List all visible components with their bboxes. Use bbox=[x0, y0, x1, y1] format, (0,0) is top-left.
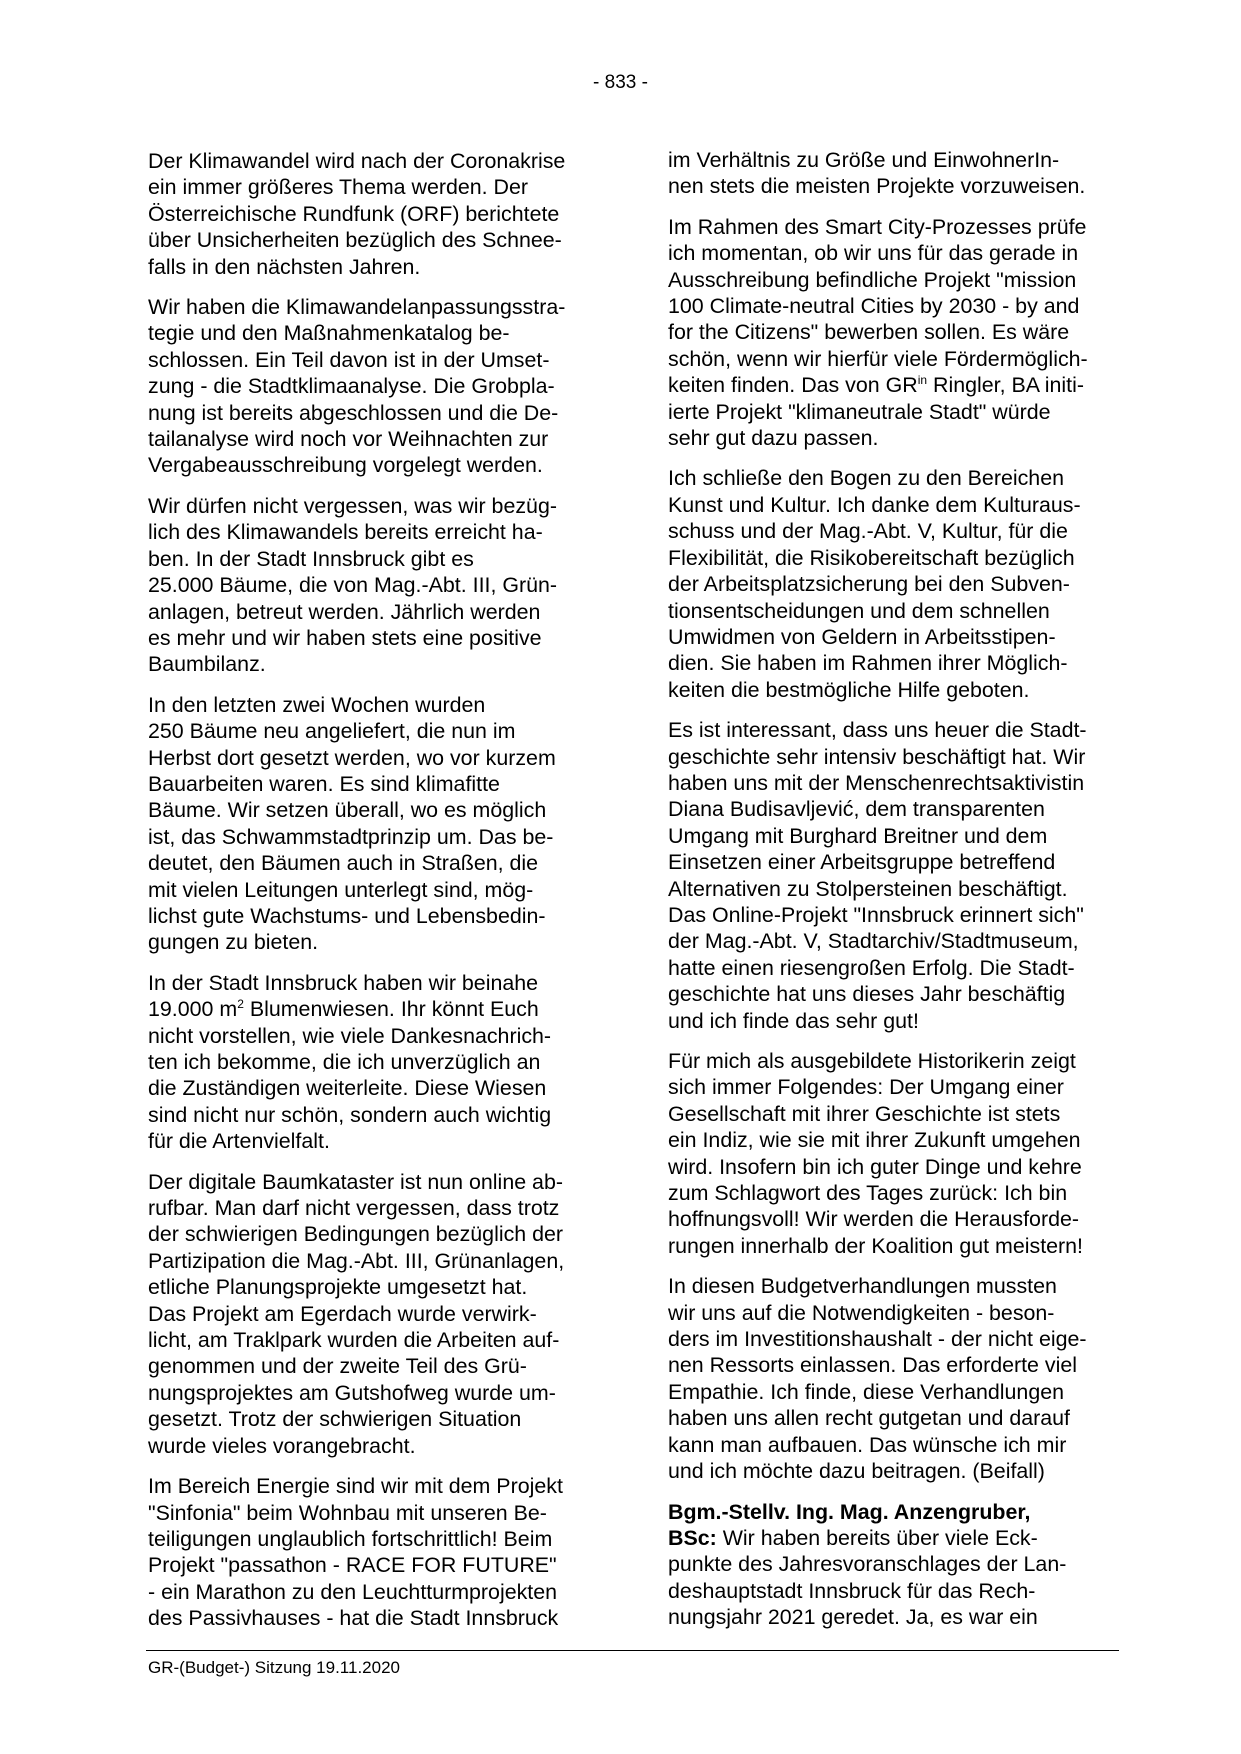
paragraph: Für mich als ausgebildete Historikerin zeigt sich immer Folgendes: Der Umgang einer Gesellschaft mit ihrer Geschichte ist stets ein Indiz, wie sie mit ihrer Zukunft umgehen wird. Insofern bin ich guter Dinge und kehre zum Schlagwort des Tages zurück: Ich bin hoffnungsvoll! Wir werden die Herausforde- rungen innerhalb der Koalition gut meistern! bbox=[668, 1049, 1083, 1258]
paragraph-text: In der Stadt Innsbruck haben wir beinahe 19.000 m bbox=[148, 970, 539, 1022]
paragraph: In den letzten zwei Wochen wurden 250 Bäume neu angeliefert, die nun im Herbst dort gesetzt werden, wo vor kurzem Bauarbeiten waren. Es sind klimafitte Bäume. Wir setzen überall, wo es möglich ist, das Schwammstadtprinzip um. Das be- deutet, den Bäumen auch in Straßen, die mit vielen Leitungen unterlegt sind, mög- lichst gute Wachstums- und Lebensbedin- gungen zu bieten. bbox=[148, 692, 556, 955]
paragraph-text: Ringler, BA initi- ierte Projekt "klimaneutrale Stadt" würde sehr gut dazu passen. bbox=[668, 373, 1084, 451]
footer-divider bbox=[146, 1650, 1119, 1651]
paragraph: Es ist interessant, dass uns heuer die Stadt- geschichte sehr intensiv beschäftigt hat. Wir haben uns mit der Menschenrechtsaktivistin Diana Budisavljević, dem transparenten Umgang mit Burghard Breitner und dem Einsetzen einer Arbeitsgruppe betreffend Alternativen zu Stolpersteinen beschäftigt. Das Online-Projekt "Innsbruck erinnert sich" der Mag.-Abt. V, Stadtarchiv/Stadtmuseum, hatte einen riesengroßen Erfolg. Die Stadt- geschichte hat uns dieses Jahr beschäftig und ich finde das sehr gut! bbox=[668, 718, 1087, 1033]
paragraph: Wir dürfen nicht vergessen, was wir bezüg- lich des Klimawandels bereits erreicht ha- ben. In der Stadt Innsbruck gibt es 25.000 Bäume, die von Mag.-Abt. III, Grün- anlagen, betreut werden. Jährlich werden es mehr und wir haben stets eine positive Baumbilanz. bbox=[148, 493, 558, 677]
paragraph: Wir haben die Klimawandelanpassungsstra- tegie und den Maßnahmenkatalog be- schlossen. Ein Teil davon ist in der Umset- zung - die Stadtklimaanalyse. Die Grobpla- nung ist bereits abgeschlossen und die De- tailanalyse wird noch vor Weihnachten zur Vergabeausschreibung vorgelegt werden. bbox=[148, 295, 566, 478]
paragraph: Ich schließe den Bogen zu den Bereichen Kunst und Kultur. Ich danke dem Kulturaus- schuss und der Mag.-Abt. V, Kultur, für die Flexibilität, die Risikobereitschaft bezüglich der Arbeitsplatzsicherung bei den Subven- tionsentscheidungen und dem schnellen Umwidmen von Geldern in Arbeitsstipen- dien. Sie haben im Rahmen ihrer Möglich- keiten die bestmögliche Hilfe geboten. bbox=[668, 466, 1081, 702]
right-column bbox=[668, 147, 1116, 1645]
page-number: - 833 - bbox=[593, 72, 648, 93]
paragraph: Der Klimawandel wird nach der Coronakrise ein immer größeres Thema werden. Der Österreichische Rundfunk (ORF) berichtete über Unsicherheiten bezüglich des Schnee- falls in den nächsten Jahren. bbox=[148, 149, 566, 279]
speaker-name: Bgm.-Stellv. Ing. Mag. Anzengruber, BSc: bbox=[668, 1499, 1031, 1550]
paragraph bbox=[668, 214, 1116, 452]
footer-session-label: GR-(Budget-) Sitzung 19.11.2020 bbox=[148, 1658, 400, 1677]
paragraph: Der digitale Baumkataster ist nun online ab- rufbar. Man darf nicht vergessen, dass trotz der schwierigen Bedingungen bezüglich der Partizipation die Mag.-Abt. III, Grünanlagen, etliche Planungsprojekte umgesetzt hat. Das Projekt am Egerdach wurde verwirk- licht, am Traklpark wurden die Arbeiten auf- genommen und der zweite Teil des Grü- nungsprojektes am Gutshofweg wurde um- gesetzt. Trotz der schwierigen Situation wurde vieles vorangebracht. bbox=[148, 1169, 565, 1458]
paragraph: In diesen Budgetverhandlungen mussten wir uns auf die Notwendigkeiten - beson- ders im Investitionshaushalt - der nicht eige- nen Ressorts einlassen. Das erforderte viel Empathie. Ich finde, diese Verhandlungen haben uns allen recht gutgetan und darauf kann man aufbauen. Das wünsche ich mir und ich möchte dazu beitragen. (Beifall) bbox=[668, 1274, 1087, 1484]
paragraph: Im Bereich Energie sind wir mit dem Projekt "Sinfonia" beim Wohnbau mit unseren Be- teiligungen unglaublich fortschrittlich! Beim Projekt "passathon - RACE FOR FUTURE" - ein Marathon zu den Leuchtturmprojekten des Passivhauses - hat die Stadt Innsbruck bbox=[148, 1474, 563, 1631]
paragraph-text: Blumenwiesen. Ihr könnt Euch nicht vorstellen, wie viele Dankesnachrich- ten ich bekomme, die ich unverzüglich an die Zuständigen weiterleite. Diese Wiesen sind nicht nur schön, sondern auch wichtig für die Artenvielfalt. bbox=[148, 997, 552, 1154]
paragraph-text: Im Rahmen des Smart City-Prozesses prüfe ich momentan, ob wir uns für das gerade in Ausschreibung befindliche Projekt "mission 100 Climate-neutral Cities by 2030 - by and for the Citizens" bewerben sollen. Es wäre schön, wenn wir hierfür viele Fördermöglich- keiten finden. Das von GR bbox=[668, 214, 1088, 398]
paragraph bbox=[668, 1499, 1116, 1631]
left-column bbox=[148, 148, 596, 1646]
paragraph: im Verhältnis zu Größe und EinwohnerIn- nen stets die meisten Projekte vorzuweisen. bbox=[668, 148, 1086, 199]
superscript: in bbox=[917, 373, 928, 388]
superscript: 2 bbox=[237, 997, 244, 1012]
paragraph-text: Wir haben bereits über viele Eck- punkte des Jahresvoranschlages der Lan- deshauptstadt Innsbruck für das Rech- nungsjahr 2021 geredet. Ja, es war ein bbox=[668, 1525, 1067, 1630]
paragraph bbox=[148, 970, 596, 1155]
